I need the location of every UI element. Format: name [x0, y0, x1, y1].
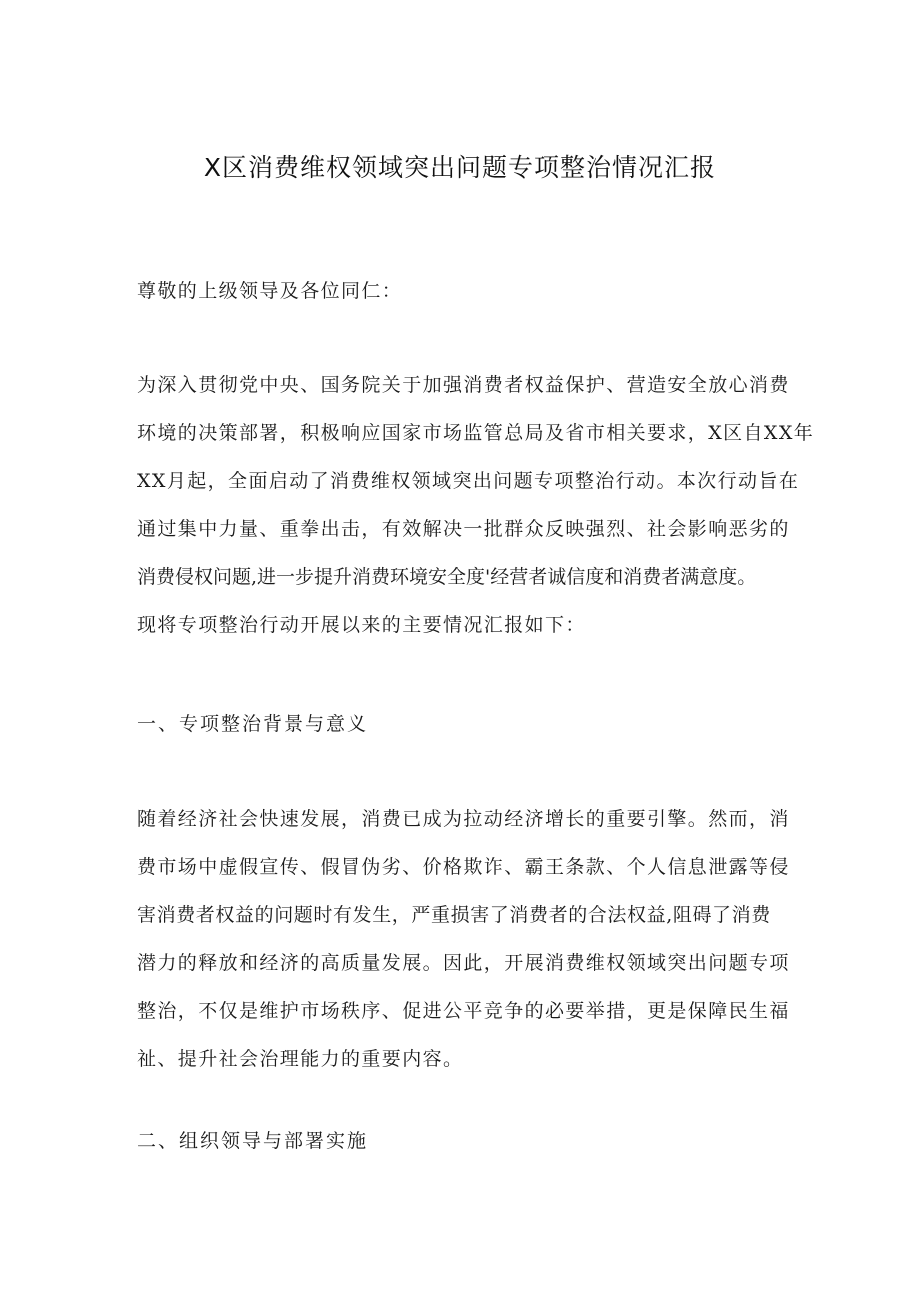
section1-line-4: 潜力的释放和经济的高质量发展。因此，开展消费维权领域突出问题专项 — [137, 952, 790, 974]
section1-line-6: 祉、提升社会治理能力的重要内容。 — [137, 1048, 464, 1070]
intro-line-4: 通过集中力量、重拳出击，有效解决一批群众反映强烈、社会影响恶劣的 — [137, 518, 790, 540]
section1-line-5: 整治，不仅是维护市场秩序、促进公平竞争的必要举措，更是保障民生福 — [137, 1000, 790, 1022]
intro-line-2: 环境的决策部署，积极响应国家市场监管总局及省市相关要求，X区自XX年 — [137, 422, 815, 444]
section1-line-3: 害消费者权益的问题时有发生，严重损害了消费者的合法权益,阻碍了消费 — [137, 904, 771, 926]
intro-line-1: 为深入贯彻党中央、国务院关于加强消费者权益保护、营造安全放心消费 — [137, 374, 790, 396]
salutation: 尊敬的上级领导及各位同仁： — [137, 280, 403, 302]
document-title: X区消费维权领域突出问题专项整治情况汇报 — [203, 153, 717, 182]
section1-line-2: 费市场中虚假宣传、假冒伪劣、价格欺诈、霸王条款、个人信息泄露等侵 — [137, 856, 790, 878]
intro-line-3: XX月起，全面启动了消费维权领域突出问题专项整治行动。本次行动旨在 — [137, 470, 800, 492]
section-heading-1: 一、专项整治背景与意义 — [137, 713, 369, 735]
intro-line-6: 现将专项整治行动开展以来的主要情况汇报如下： — [137, 614, 586, 636]
section1-line-1: 随着经济社会快速发展，消费已成为拉动经济增长的重要引擎。然而，消 — [137, 808, 790, 830]
section-heading-2: 二、组织领导与部署实施 — [137, 1130, 369, 1152]
intro-line-5: 消费侵权问题,进一步提升消费环境安全度'经营者诚信度和消费者满意度。 — [137, 566, 757, 588]
